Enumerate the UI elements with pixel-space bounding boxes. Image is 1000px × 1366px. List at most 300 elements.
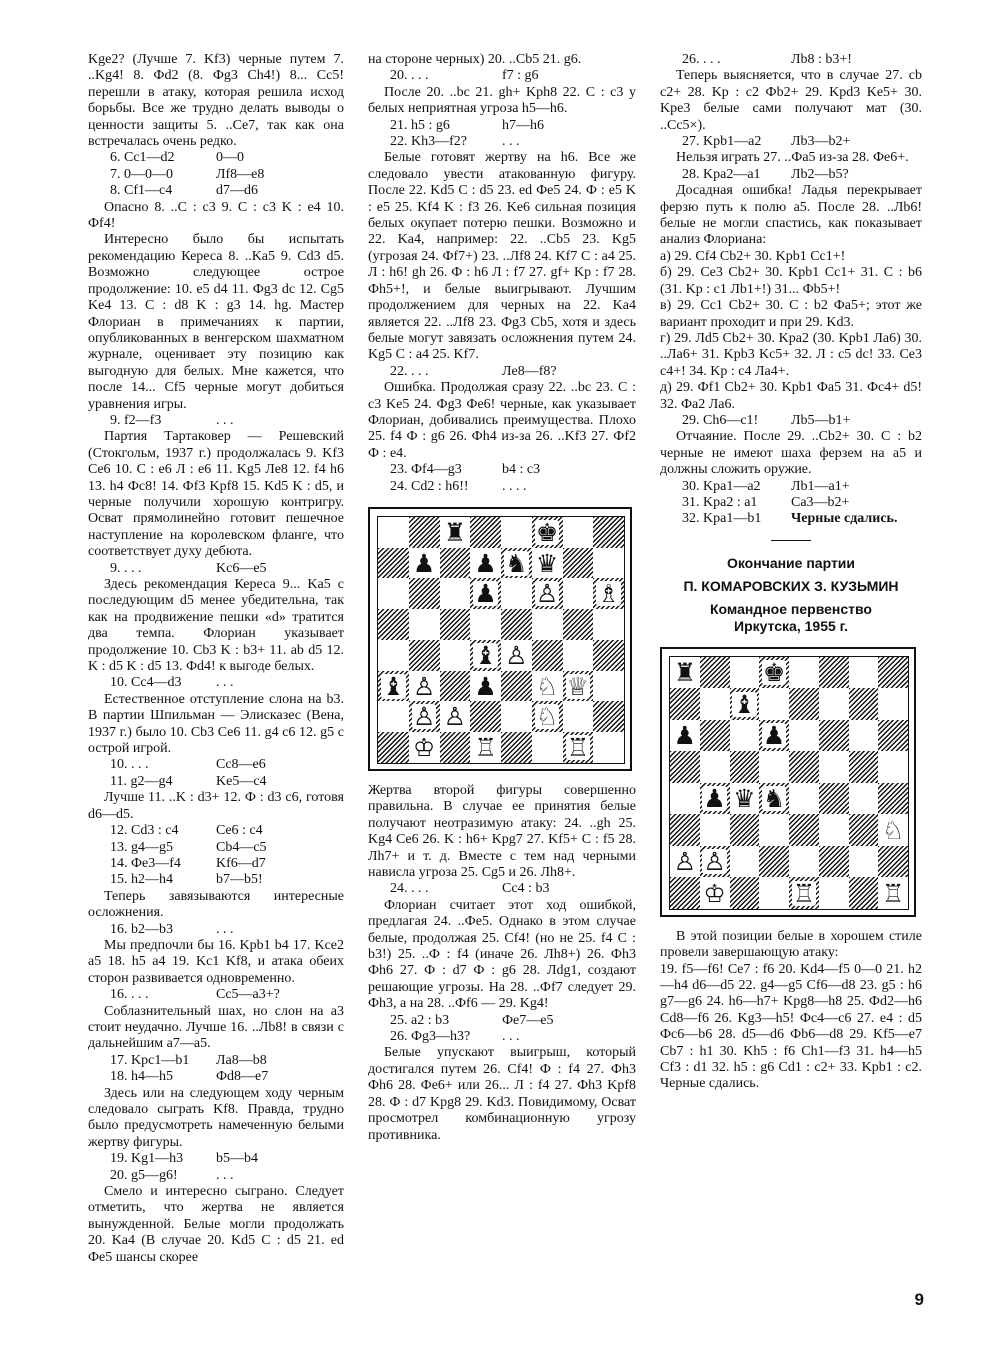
black-move: 0—0 [216, 150, 244, 166]
black-move: Лb8 : b3+! [791, 52, 852, 67]
board-square [789, 877, 819, 909]
board-square [730, 877, 760, 909]
white-move: 9. f2—f3 [110, 412, 162, 428]
black-move: Kc6—e5 [216, 560, 267, 576]
board-square [378, 578, 409, 609]
black-move: Фd8—e7 [216, 1069, 269, 1085]
white-move: 15. h2—h4 [110, 872, 173, 888]
board-square [700, 877, 730, 909]
event-line-2: Иркутска, 1955 г. [734, 617, 848, 634]
chess-piece-icon: ♙ [412, 671, 436, 701]
white-move: 19. Kg1—h3 [110, 1151, 184, 1167]
white-move: 16. b2—b3 [110, 921, 173, 937]
board-square [700, 783, 730, 815]
black-move: Cb4—c5 [216, 839, 267, 855]
chess-board-1 [377, 516, 625, 764]
board-square [789, 688, 819, 720]
board-square [819, 720, 849, 752]
board-square [819, 846, 849, 878]
move-line [88, 1151, 344, 1167]
black-move: . . . [216, 412, 234, 428]
board-square [730, 657, 760, 689]
paragraph: Нельзя играть 27. ..Фa5 из-за 28. Фe6+. [676, 150, 909, 166]
board-square [789, 720, 819, 752]
move-line [660, 495, 922, 511]
white-move: 12. Cd3 : c4 [110, 823, 179, 839]
board-square [700, 657, 730, 689]
move-line [88, 150, 344, 166]
move-line [660, 52, 922, 68]
board-square [409, 517, 440, 548]
board-square [470, 609, 501, 640]
chess-piece-icon: ♙ [443, 702, 467, 732]
board-square [501, 732, 532, 763]
black-move: Лb5—b1+ [791, 412, 851, 428]
move-line [88, 1069, 344, 1085]
board-square [878, 657, 908, 689]
board-square [501, 671, 532, 702]
board-square [700, 751, 730, 783]
black-move: Лb2—b5? [791, 166, 849, 182]
board-square [670, 814, 700, 846]
chess-piece-icon: ♟ [474, 548, 497, 578]
black-move: . . . [216, 675, 234, 691]
board-square [378, 732, 409, 763]
white-move: 30. Kpa1—a2 [682, 478, 761, 494]
board-square [470, 732, 501, 763]
white-move: 21. h5 : g6 [390, 117, 450, 133]
board-square [759, 657, 789, 689]
chess-piece-icon: ♙ [703, 847, 726, 877]
chess-piece-icon: ♛ [733, 784, 756, 814]
chess-piece-icon: ♜ [673, 658, 697, 688]
board-square [470, 671, 501, 702]
paragraph: Партия Тартаковер — Решевский (Стокгольм, 1937 г.) продолжалась 9. Kf3 Ce6 10. C : e6 Л : e6 11. Kg5 Лe8 12. f4 h6 13. h4 Фc8! 14. Фf3 Kpf8 15. Kd5 K : d5, и черные получили хорошую контригру. Осват прямолинейно готовит пешечное наступление на королевском фланге, что соответствует духу дебюта. [88, 429, 344, 560]
chess-piece-icon: ♗ [597, 579, 620, 609]
black-move: b4 : c3 [502, 462, 541, 478]
board-square [563, 578, 594, 609]
chess-piece-icon: ♖ [474, 733, 497, 763]
chess-piece-icon: ♟ [703, 784, 726, 814]
chess-piece-icon: ♞ [762, 784, 786, 814]
move-line [88, 987, 344, 1003]
board-square [470, 640, 501, 671]
chess-piece-icon: ♔ [703, 878, 726, 908]
black-move: Лb1—a1+ [791, 478, 850, 494]
paragraph: б) 29. Ce3 Cb2+ 30. Kpb1 Cc1+ 31. C : b6 (31. Kp : c1 Лb1+!) 31... Фb5+! [660, 265, 922, 297]
board-square [440, 609, 471, 640]
white-move: 26. Фg3—h3? [390, 1029, 471, 1045]
move-line [660, 134, 922, 150]
paragraph: а) 29. Cf4 Cb2+ 30. Kpb1 Cc1+! [660, 248, 846, 264]
board-square [730, 814, 760, 846]
board-square [378, 548, 409, 579]
board-square [819, 783, 849, 815]
chess-piece-icon: ♙ [535, 579, 559, 609]
paragraph: После 20. ..bc 21. gh+ Kph8 22. C : c3 у белых неприятная угроза h5—h6. [368, 84, 636, 117]
chess-piece-icon: ♙ [412, 702, 436, 732]
paragraph: Опасно 8. ..C : c3 9. C : c3 K : e4 10. Фf4! [88, 199, 344, 232]
white-move: 9. . . . [110, 560, 142, 576]
black-move: . . . [216, 921, 234, 937]
white-move: 8. Cf1—c4 [110, 183, 173, 199]
board-square [501, 640, 532, 671]
white-move: 32. Kpa1—b1 [682, 511, 762, 527]
board-square [532, 671, 563, 702]
board-square [532, 732, 563, 763]
board-square [378, 701, 409, 732]
board-square [759, 814, 789, 846]
column-3-top-text [660, 52, 922, 528]
chess-piece-icon: ♕ [566, 671, 590, 701]
paragraph: В этой позиции белые в хорошем стиле провели завершающую атаку: [660, 928, 922, 961]
black-move: Лa8—b8 [216, 1052, 267, 1068]
chess-piece-icon: ♟ [673, 721, 697, 751]
move-line [368, 364, 636, 380]
board-square [878, 877, 908, 909]
paragraph: Флориан считает этот ход ошибкой, предлагая 24. ..Фe5. Однако в этом случае белые, продолжая 25. Cf4! (но не 25. f4 C : b3!) 25. ..Ф : f4 (иначе 26. Лh8+) 26. Фh3 Фh6 27. Ф : d7 Ф : g6 28. Лdg1, создают решающие угрозы. На 28. ..Фf7 следует 29. Фh3, а на 28. ..Фf6 — 29. Kg4! [368, 897, 636, 1012]
board-square [700, 814, 730, 846]
board-square [593, 578, 624, 609]
board-square [789, 846, 819, 878]
paragraph: Теперь выясняется, что в случае 27. cb c2+ 28. Kp : c2 Фb2+ 29. Kpd3 Ke5+ 30. Kpe3 белые сами получают мат (30. ..Cc5×). [660, 68, 922, 133]
move-line [368, 479, 636, 495]
paragraph: Ошибка. Продолжая сразу 22. ..bc 23. C : c3 Ke5 24. Фg3 Фe6! черные, как указывает Флориан, добивались преимущества. Плохо 25. f4 Ф : g6 26. Фh4 из-за 26. ..Kf3 27. Фf2 Ф : e4. [368, 380, 636, 461]
board-square [563, 517, 594, 548]
move-line [88, 757, 344, 773]
board-square [563, 732, 594, 763]
board-square [700, 720, 730, 752]
white-move: 10. Cc4—d3 [110, 675, 182, 691]
board-square [670, 688, 700, 720]
board-square [878, 846, 908, 878]
board-square [789, 657, 819, 689]
move-line [88, 1168, 344, 1184]
board-square [789, 814, 819, 846]
paragraph: Мы предпочли бы 16. Kpb1 b4 17. Kce2 a5 18. h5 a4 19. Kc1 Kf8, и атака обеих сторон развивается одновременно. [88, 937, 344, 986]
board-square [409, 609, 440, 640]
board-square [378, 609, 409, 640]
chess-board-2 [669, 656, 909, 910]
board-square [470, 548, 501, 579]
move-line [660, 479, 922, 495]
board-square [700, 846, 730, 878]
chess-piece-icon: ♟ [412, 548, 436, 578]
board-square [532, 701, 563, 732]
black-move: b7—b5! [216, 872, 263, 888]
board-square [670, 783, 700, 815]
paragraph: г) 29. Лd5 Cb2+ 30. Kpa2 (30. Kpb1 Лa6) 30. ..Лa6+ 31. Kpb3 Kc5+ 32. Л : c5 dc! 33. Ce3 c4+! 34. Kp : c4 Лa4+. [660, 330, 922, 379]
column-3-bottom-text [660, 929, 922, 1093]
board-square [378, 671, 409, 702]
white-move: 7. 0—0—0 [110, 166, 173, 182]
move-line [368, 462, 636, 478]
black-move: Лf8—e8 [216, 166, 265, 182]
move-line [88, 922, 344, 938]
move-line [368, 881, 636, 897]
board-square [700, 688, 730, 720]
board-square [759, 783, 789, 815]
paragraph: Соблазнительный шах, но слон на a3 стоит неудачно. Лучше 16. ..Лb8! в связи с дальнейшим a7—a5. [88, 1003, 344, 1052]
board-square [849, 877, 879, 909]
board-square [849, 657, 879, 689]
chess-piece-icon: ♟ [474, 671, 497, 701]
chess-piece-icon: ♔ [412, 733, 436, 763]
paragraph: Теперь завязываются интересные осложнения. [88, 888, 344, 921]
board-square [532, 609, 563, 640]
board-square [409, 548, 440, 579]
chess-piece-icon: ♚ [535, 517, 559, 547]
white-move: 6. Cc1—d2 [110, 150, 175, 166]
chess-piece-icon: ♖ [566, 733, 590, 763]
board-square [563, 671, 594, 702]
paragraph: Интересно было бы испытать рекомендацию Кереса 8. ..Ka5 9. Cd3 d5. Возможно следующее острое продолжение: 10. e5 d4 11. Фg3 dc 12. Cg5 Ke4 13. C : d8 K : g3 14. hg. Мастер Флориан в примечаниях к партии, опубликованных в венгерском шахматном журнале, оценивает эту позицию как выгодную для белых. Мне кажется, что после 14... Cf5 черные могут добиться уравнения игры. [88, 232, 344, 412]
move-line [88, 561, 344, 577]
move-line [88, 167, 344, 183]
move-line [88, 823, 344, 839]
move-line [368, 118, 636, 134]
board-square [378, 640, 409, 671]
board-square [409, 578, 440, 609]
move-line [660, 413, 922, 429]
white-move: 27. Kpb1—a2 [682, 134, 762, 150]
white-move: 28. Kpa2—a1 [682, 166, 761, 182]
chess-piece-icon: ♙ [673, 847, 697, 877]
chess-piece-icon: ♜ [443, 517, 467, 547]
board-square [759, 877, 789, 909]
move-line [88, 872, 344, 888]
column-2-bottom-text [368, 783, 636, 1144]
chess-piece-icon: ♟ [762, 721, 786, 751]
board-square [440, 548, 471, 579]
game-heading: Окончание партии [726, 554, 856, 571]
board-square [878, 688, 908, 720]
black-move: b5—b4 [216, 1151, 258, 1167]
board-square [470, 517, 501, 548]
paragraph: Лучше 11. ..K : d3+ 12. Ф : d3 c6, готовя d6—d5. [88, 790, 344, 822]
black-move: Ce6 : c4 [216, 823, 263, 839]
board-square [409, 640, 440, 671]
white-move: 14. Фe3—f4 [110, 855, 181, 871]
white-move: 13. g4—g5 [110, 839, 173, 855]
board-square [849, 814, 879, 846]
paragraph: Досадная ошибка! Ладья перекрывает ферзю путь к полю a5. После 28. ..Лb6! белые не могли спастись, как показывает анализ Флориана: [660, 183, 922, 248]
board-square [593, 701, 624, 732]
chess-diagram-1 [368, 507, 632, 771]
chess-piece-icon: ♖ [881, 878, 905, 908]
board-square [730, 846, 760, 878]
white-move: 29. Ch6—c1! [682, 412, 759, 428]
board-square [378, 517, 409, 548]
column-1 [88, 52, 344, 1266]
paragraph: Смело и интересно сыграно. Следует отметить, что жертва не является вынужденной. Белые могли продолжать 20. Ka4 (В случае 20. Kd5 C : d5 21. ed Фe5 шансы скорее [88, 1184, 344, 1265]
move-line [368, 68, 636, 84]
board-square [670, 877, 700, 909]
chess-piece-icon: ♝ [474, 640, 497, 670]
board-square [819, 688, 849, 720]
board-square [409, 732, 440, 763]
black-move: h7—h6 [502, 117, 544, 133]
board-square [593, 548, 624, 579]
white-move: 17. Kpc1—b1 [110, 1052, 190, 1068]
board-square [789, 783, 819, 815]
board-square [593, 671, 624, 702]
page-number: 9 [914, 1290, 924, 1309]
board-square [878, 783, 908, 815]
chess-piece-icon: ♘ [535, 671, 559, 701]
white-move: 24. Cd2 : h6!! [390, 478, 469, 494]
board-square [849, 688, 879, 720]
board-square [670, 657, 700, 689]
move-line [88, 856, 344, 872]
board-square [563, 701, 594, 732]
chess-piece-icon: ♖ [792, 878, 816, 908]
board-square [440, 732, 471, 763]
board-square [730, 688, 760, 720]
board-square [532, 578, 563, 609]
white-move: 26. . . . [682, 52, 721, 67]
board-square [593, 609, 624, 640]
white-move: 24. . . . [390, 881, 429, 897]
white-move: 23. Фf4—g3 [390, 462, 462, 478]
paragraph: на стороне черных) 20. ..Cb5 21. g6. [368, 52, 582, 67]
white-move: 20. g5—g6! [110, 1167, 178, 1183]
board-square [819, 877, 849, 909]
board-square [819, 751, 849, 783]
board-square [730, 720, 760, 752]
move-line [660, 167, 922, 183]
black-move: . . . [216, 1167, 234, 1183]
board-square [440, 701, 471, 732]
board-square [730, 783, 760, 815]
chess-piece-icon: ♙ [505, 640, 528, 670]
paragraph: д) 29. Фf1 Cb2+ 30. Kpb1 Фa5 31. Фc4+ d5! 32. Фa2 Лa6. [660, 380, 922, 412]
paragraph: в) 29. Cc1 Cb2+ 30. C : b2 Фa5+; этот же вариант проходит и при 29. Kd3. [660, 298, 922, 330]
board-square [532, 640, 563, 671]
move-line [88, 675, 344, 691]
board-square [878, 814, 908, 846]
chess-piece-icon: ♘ [881, 815, 905, 845]
white-move: 22. Kh3—f2? [390, 134, 467, 150]
move-line [88, 183, 344, 199]
chess-piece-icon: ♛ [535, 548, 559, 578]
board-square [819, 814, 849, 846]
black-move: Cc5—a3+? [216, 987, 280, 1003]
paragraph: Жертва второй фигуры совершенно правильна. В случае ее принятия белые получают неотразимую атаку: 24. ..gh 25. Kg4 Ce6 26. K : h6+ Kpg7 27. Kf5+ C : f5 28. Лh7+ и т. д. Вместе с тем над черными нависла угроза 25. Cg5 и 26. Лh8+. [368, 782, 636, 880]
board-square [730, 751, 760, 783]
chess-piece-icon: ♟ [474, 579, 497, 609]
black-move: . . . [502, 1029, 520, 1045]
black-move: Ke5—c4 [216, 773, 267, 789]
board-square [759, 751, 789, 783]
board-square [878, 720, 908, 752]
paragraph: Белые упускают выигрыш, который достигался путем 26. Cf4! Ф : f4 27. Фh3 Фh6 28. Фe6+ или 26... Л : f4 27. Фh3 Kpf8 28. Ф : d7 Kpg8 29. Kd3. Повидимому, Осват просмотрел комбинационную угрозу противника. [368, 1045, 636, 1143]
paragraph: Отчаяние. После 29. ..Cb2+ 30. C : b2 черные не имеют шаха ферзем на a5 и должны сложить оружие. [660, 429, 922, 478]
board-square [789, 751, 819, 783]
white-move: 16. . . . [110, 987, 149, 1003]
paragraph: 19. f5—f6! Ce7 : f6 20. Kd4—f5 0—0 21. h2—h4 d6—d5 22. g4—g5 Cf6—d8 23. g5 : h6 g7—g6 24. h6—h7+ Kpg8—h8 25. Фd2—h6 Cd8—f6 26. Kg3—h5! Фc4—c6 27. e4 : d5 Фc6—b6 28. d5—d6 Фb6—d8 29. Kf5—e7 Cb7 : h1 30. Kh5 : f6 Ch1—f3 31. h4—h5 Cf3 : d1 32. h5 : g6 Cd1 : c2+ 33. Kpb1 : c2. Черные сдались. [660, 961, 922, 1092]
board-square [849, 720, 879, 752]
black-move: Лe8—f8? [502, 363, 557, 379]
board-square [470, 578, 501, 609]
board-square [593, 732, 624, 763]
move-line [368, 1013, 636, 1029]
move-line [88, 774, 344, 790]
chess-piece-icon: ♞ [505, 548, 528, 578]
board-square [819, 657, 849, 689]
column-3 [660, 52, 922, 1093]
board-square [409, 671, 440, 702]
board-square [593, 517, 624, 548]
white-move: 20. . . . [390, 68, 429, 84]
paragraph: Здесь рекомендация Кереса 9... Ka5 с последующим d5 менее убедительна, так как на продвижение пешки «d» тратится два темпа. Флориан указывает продолжение 10. Cb3 K : b3+ 11. ab d5 12. K : d5 K : d5 13. Фd4! к выгоде белых. [88, 577, 344, 675]
board-square [501, 609, 532, 640]
board-square [409, 701, 440, 732]
board-square [440, 578, 471, 609]
paragraph: Здесь или на следующем ходу черным следовало сыграть Kf8. Правда, трудно было предусмотреть намеченную белыми жертву фигуры. [88, 1085, 344, 1150]
board-square [501, 548, 532, 579]
white-move: 18. h4—h5 [110, 1069, 173, 1085]
move-line [88, 413, 344, 429]
board-square [501, 701, 532, 732]
white-move: 31. Kpa2 : a1 [682, 494, 758, 510]
chess-piece-icon: ♚ [762, 658, 786, 688]
event-line-1: Командное первенство [710, 600, 872, 617]
board-square [501, 578, 532, 609]
move-line [88, 1053, 344, 1069]
board-square [563, 609, 594, 640]
black-move: Ca3—b2+ [791, 494, 850, 510]
board-square [670, 846, 700, 878]
board-square [878, 751, 908, 783]
move-line [368, 134, 636, 150]
column-2 [368, 52, 636, 1144]
section-divider [771, 540, 811, 541]
chess-piece-icon: ♘ [535, 702, 559, 732]
paragraph: Естественное отступление слона на b3. В партии Шпильман — Элисказес (Вена, 1937 г.) было 10. Cb3 Ce6 11. g4 c6 12. g5 с острой игрой. [88, 691, 344, 757]
board-square [470, 701, 501, 732]
board-square [501, 517, 532, 548]
move-line [88, 840, 344, 856]
move-line [368, 1029, 636, 1045]
chess-piece-icon: ♝ [733, 689, 756, 719]
chess-piece-icon: ♝ [382, 671, 405, 701]
board-square [849, 783, 879, 815]
black-move: Фe7—e5 [502, 1012, 554, 1028]
black-move: Cc4 : b3 [502, 881, 550, 897]
column-2-top-text [368, 52, 636, 495]
board-square [440, 640, 471, 671]
move-line [660, 511, 922, 527]
board-square [563, 548, 594, 579]
board-square [849, 751, 879, 783]
board-square [440, 517, 471, 548]
black-move: . . . . [502, 478, 527, 494]
board-square [759, 688, 789, 720]
game-players: П. КОМАРОВСКИХ З. КУЗЬМИН [683, 577, 899, 594]
black-move: Kf6—d7 [216, 855, 266, 871]
black-move: d7—d6 [216, 183, 258, 199]
board-square [759, 720, 789, 752]
board-square [759, 846, 789, 878]
board-square [563, 640, 594, 671]
black-move: . . . [502, 134, 520, 150]
board-square [593, 640, 624, 671]
board-square [670, 751, 700, 783]
board-square [440, 671, 471, 702]
white-move: 10. . . . [110, 757, 149, 773]
white-move: 11. g2—g4 [110, 773, 173, 789]
